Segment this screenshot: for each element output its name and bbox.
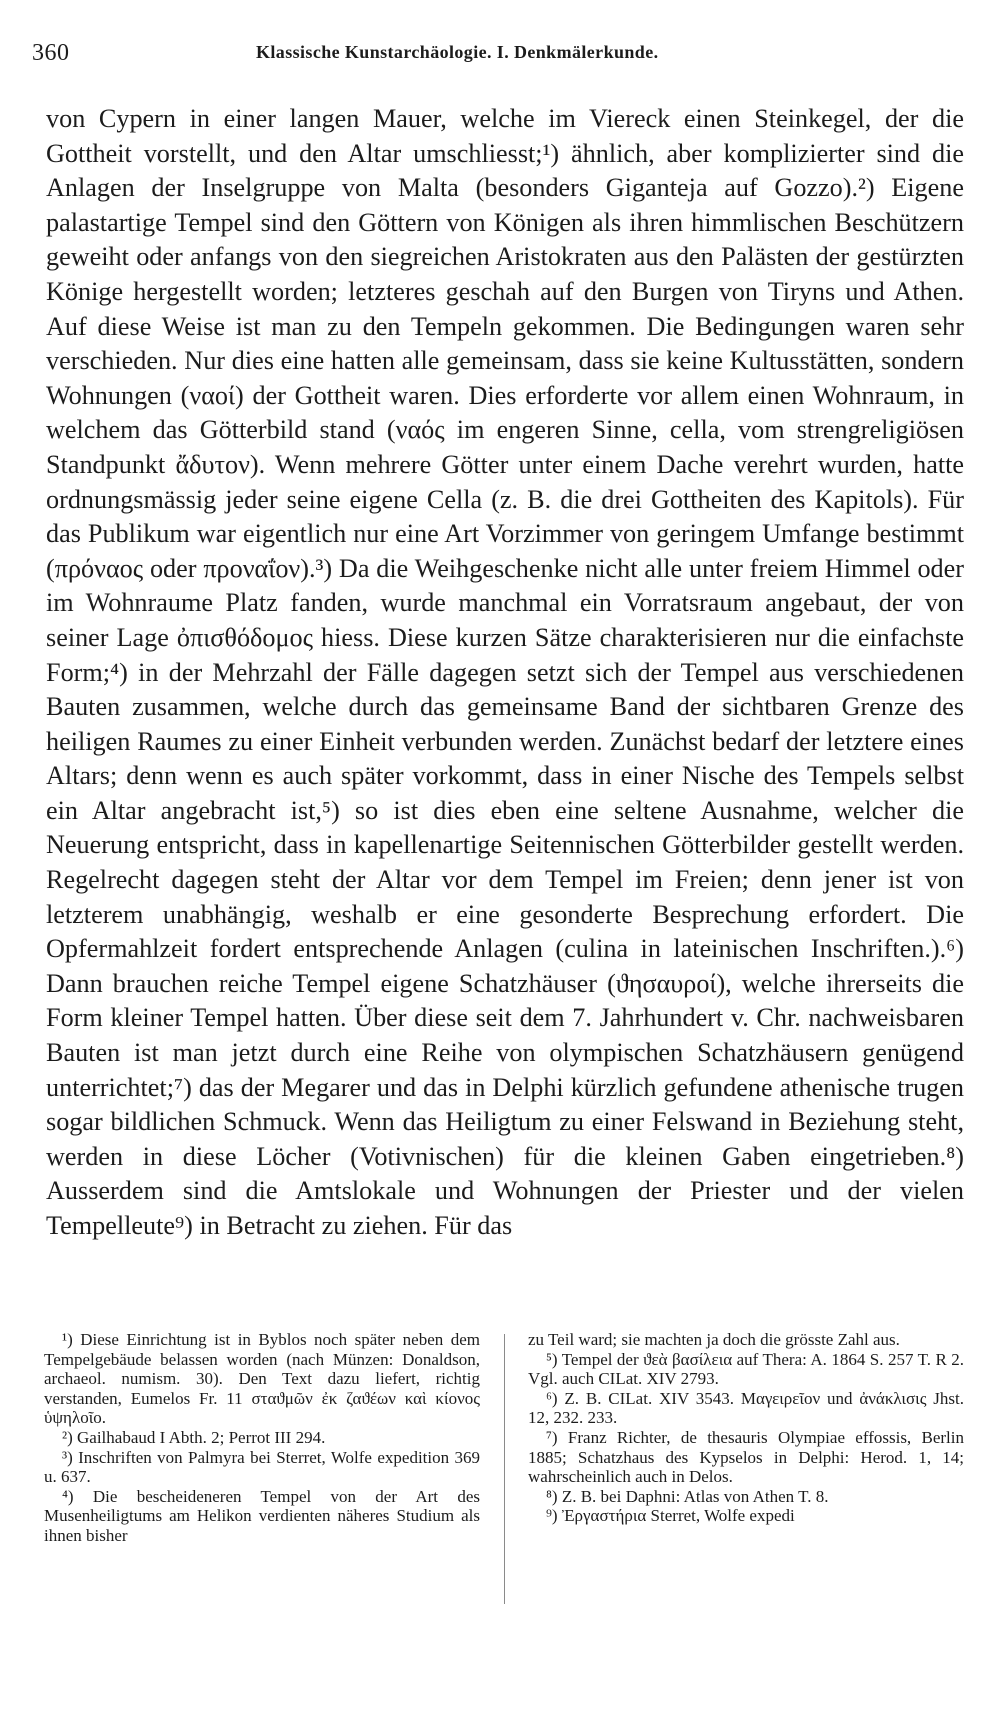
footnote-8: ⁸) Z. B. bei Daphni: Atlas von Athen T. 8. — [546, 1486, 829, 1506]
main-paragraph: von Cypern in einer langen Mauer, welche im Viereck einen Steinkegel, der die Gottheit vorstellt, und den Altar umschliesst;¹) ähnlich, aber komplizierter sind die Anlagen der Inselgruppe von Malta (besonders Giganteja auf Gozzo).²) Eigene palastartige Tempel sind den Göttern von Königen als ihren himmlischen Beschützern geweiht oder anfangs von den siegreichen Aristokraten aus den Palästen der gestürzten Könige hergestellt worden; letzteres geschah auf den Burgen von Tiryns und Athen. Auf diese Weise ist man zu den Tempeln gekommen. Die Bedingungen waren sehr verschieden. Nur dies eine hatten alle gemeinsam, dass sie keine Kultusstätten, sondern Wohnungen (ναοί) der Gottheit waren. Dies erforderte vor allem einen Wohnraum, in welchem das Götterbild stand (ναός im engeren Sinne, cella, vom strengreligiösen Standpunkt ἄδυτον). Wenn mehrere Götter unter einem Dache verehrt wurden, hatte ordnungsmässig jeder seine eigene Cella (z. B. die drei Gottheiten des Kapitols). Für das Publikum war eigentlich nur eine Art Vorzimmer von geringem Umfange bestimmt (πρόναος oder προναΐον).³) Da die Weihgeschenke nicht alle unter freiem Himmel oder im Wohnraume Platz fanden, wurde manchmal ein Vorratsraum angebaut, der von seiner Lage ὀπισθόδομος hiess. Diese kurzen Sätze charakterisieren nur die einfachste Form;⁴) in der Mehrzahl der Fälle dagegen setzt sich der Tempel aus verschiedenen Bauten zusammen, welche durch das gemeinsame Band der sichtbaren Grenze des heiligen Raumes zu einer Einheit verbunden werden. Zunächst bedarf der letztere eines Altars; denn wenn es auch später vorkommt, dass in einer Nische des Tempels selbst ein Altar angebracht ist,⁵) so ist dies eben eine seltene Ausnahme, welcher die Neuerung entspricht, dass in kapellenartige Seitennischen Götterbilder gestellt werden. Regelrecht dagegen steht der Altar vor dem Tempel im Freien; denn jener ist von letzterem unabhängig, weshalb er eine gesonderte Besprechung erfordert. Die Opfermahlzeit fordert entsprechende Anlagen (culina in lateinischen Inschriften.).⁶) Dann brauchen reiche Tempel eigene Schatzhäuser (ϑησαυροί), welche ihrerseits die Form kleiner Tempel hatten. Über diese seit dem 7. Jahrhundert v. Chr. nachweisbaren Bauten ist man jetzt durch eine Reihe von olympischen Schatzhäusern genügend unterrichtet;⁷) das der Megarer und das in Delphi kürzlich gefundene athenische trugen sogar bildlichen Schmuck. Wenn das Heiligtum zu einer Felswand in Beziehung steht, werden in diese Löcher (Votivnischen) für die kleinen Gaben eingetrieben.⁸) Ausserdem sind die Amtslokale und Wohnungen der Priester und der vielen Tempelleute⁹) in Betracht zu ziehen. Für das — [46, 104, 964, 1240]
footnote-5: ⁵) Tempel der ϑεὰ βασίλεια auf Thera: A. 1864 S. 257 T. R 2. Vgl. auch CILat. XIV 2793. — [528, 1349, 964, 1389]
footnote-1: ¹) Diese Einrichtung ist in Byblos noch später neben dem Tempelgebäude belassen worden (nach Münzen: Donaldson, archaeol. numism. 30). Den Text dazu liefert, richtig verstanden, Eumelos Fr. 11 σταϑμῶν ἐκ ζαϑέων καὶ κίονος ὑψηλοῖο. — [44, 1330, 480, 1428]
page-header — [32, 40, 962, 76]
footnote-4: ⁴) Die bescheideneren Tempel von der Art des Musenheiligtums am Helikon verdienten näheres Studium als ihnen bisher — [44, 1486, 480, 1545]
footnote-7: ⁷) Franz Richter, de thesauris Olympiae effossis, Berlin 1885; Schatzhaus des Kypselos in Delphi: Herod. 1, 14; wahrscheinlich auch in Delos. — [528, 1427, 964, 1487]
footnotes-section — [44, 1330, 966, 1620]
footnote-6: ⁶) Z. B. CILat. XIV 3543. Μαγειρεῖον und ἀνάκλισις Jhst. 12, 232. 233. — [528, 1388, 964, 1428]
footnote-3: ³) Inschriften von Palmyra bei Sterret, Wolfe expedition 369 u. 637. — [44, 1447, 480, 1487]
page-number: 360 — [32, 40, 70, 66]
running-title: Klassische Kunstarchäologie. I. Denkmälerkunde. — [256, 42, 659, 62]
footnotes-right-column — [528, 1330, 964, 1526]
column-divider — [504, 1334, 505, 1604]
footnotes-left-column — [44, 1330, 480, 1546]
footnote-4-continuation: zu Teil ward; sie machten ja doch die grösste Zahl aus. — [528, 1330, 900, 1349]
footnote-2: ²) Gailhabaud I Abth. 2; Perrot III 294. — [62, 1427, 326, 1447]
footnote-9: ⁹) Ἐργαστήρια Sterret, Wolfe expedi — [546, 1506, 795, 1526]
